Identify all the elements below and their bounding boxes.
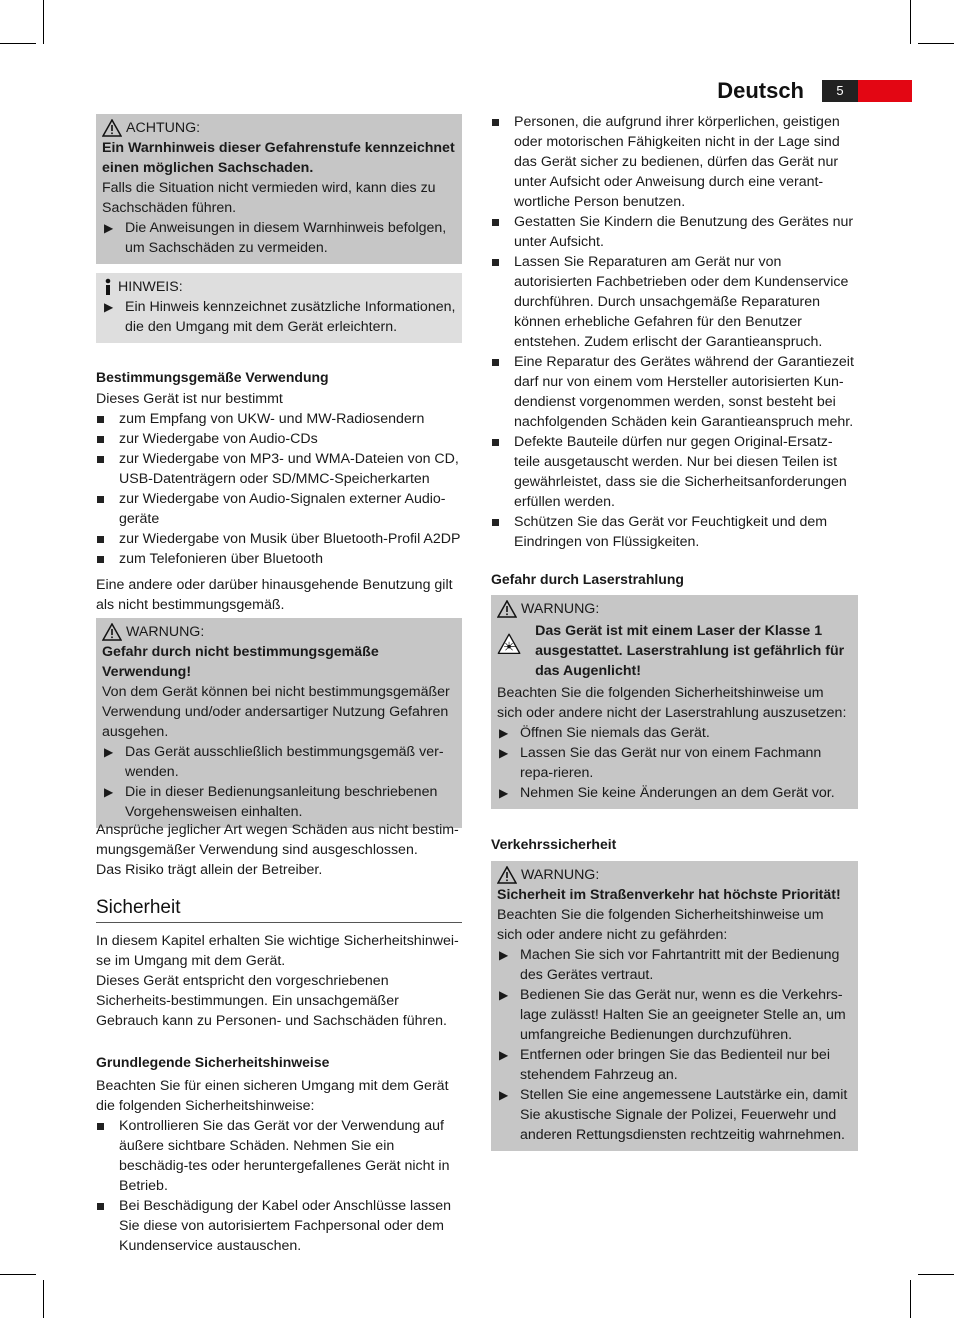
sicherheit-heading: Sicherheit [96, 898, 462, 923]
laser-warning-header [497, 599, 852, 619]
page-number: 5 [822, 80, 858, 102]
verkehr-step: ▶ Entfernen oder bringen Sie das Bedienteil nur bei stehendem Fahrzeug an. [497, 1045, 852, 1085]
verwendung-section [96, 367, 462, 615]
achtung-text: Falls die Situation nicht vermieden wird, kann dies zu Sachschäden führen. [102, 180, 436, 216]
crop-mark [0, 1274, 36, 1275]
list-item: Bei Beschädigung der Kabel oder Anschlüsse lassen Sie diese von autorisiertem Fachpersonal oder dem Kundenservice austauschen. [96, 1196, 462, 1256]
list-item: zur Wiedergabe von Audio-CDs [96, 429, 462, 449]
grundlegende-intro: Beachten Sie für einen sicheren Umgang mit dem Gerät die folgenden Sicherheitshinweise: [96, 1078, 449, 1114]
laser-text: Beachten Sie die folgenden Sicherheitshinweise um sich oder andere nicht der Laserstrahlung auszusetzen: [497, 685, 847, 721]
crop-mark [918, 43, 954, 44]
brand-accent-bar [858, 80, 912, 102]
laser-step: ▶ Lassen Sie das Gerät nur von einem Fachmann repa-rieren. [497, 743, 852, 783]
verkehr-step: ▶ Bedienen Sie das Gerät nur, wenn es die Verkehrs-lage zulässt! Halten Sie an geeigneter Stelle an, um umfangreiche Bedienungen durchzuführen. [497, 985, 852, 1045]
achtung-label: ACHTUNG: [126, 120, 201, 136]
laser-hazard-icon [497, 619, 521, 669]
achtung-lead: Ein Warnhinweis dieser Gefahrenstufe kennzeichnet einen möglichen Sachschaden. [102, 140, 455, 176]
warnung-step: ▶ Das Gerät ausschließlich bestimmungsgemäß ver-wenden. [102, 742, 456, 782]
laser-warning-label: WARNUNG: [521, 601, 600, 617]
verkehr-warning-header [497, 865, 852, 885]
verkehr-warning-label: WARNUNG: [521, 867, 600, 883]
verkehr-text: Beachten Sie die folgenden Sicherheitshinweise um sich oder andere nicht zu gefährden: [497, 907, 824, 943]
hinweis-box [96, 273, 462, 343]
sicherheit-section [96, 898, 462, 1031]
laser-lead-row [497, 619, 852, 681]
warnung-text: Von dem Gerät können bei nicht bestimmungsgemäßer Verwendung und/oder andersartiger Nutzung Gefahren ausgehen. [102, 684, 450, 740]
info-icon [102, 278, 114, 296]
claims-text: Ansprüche jeglicher Art wegen Schäden aus nicht bestim-mungsgemäßer Verwendung sind ausgeschlossen. [96, 822, 459, 858]
warnung-verwendung-box [96, 618, 462, 828]
list-item: Kontrollieren Sie das Gerät vor der Verwendung auf äußere sichtbare Schäden. Nehmen Sie ein beschädig-tes oder heruntergefallenes Gerät nicht in Betrieb. [96, 1116, 462, 1196]
crop-mark [43, 0, 44, 44]
grundlegende-section [96, 1052, 462, 1256]
crop-mark [910, 1280, 911, 1318]
achtung-header [102, 118, 456, 138]
sicherheit-p2: Dieses Gerät entspricht den vorgeschriebenen Sicherheits-bestimmungen. Ein unsachgemäßer Gebrauch kann zu Personen- und Sachschäden führen. [96, 973, 447, 1029]
grundlegende-heading: Grundlegende Sicherheitshinweise [96, 1054, 330, 1070]
warning-triangle-icon [497, 600, 517, 618]
crop-mark [0, 43, 36, 44]
verwendung-intro: Dieses Gerät ist nur bestimmt [96, 391, 283, 407]
warning-triangle-icon [102, 623, 122, 641]
laser-lead: Das Gerät ist mit einem Laser der Klasse 1 ausgestattet. Laserstrahlung ist gefährlich für das Augenlicht! [535, 623, 845, 679]
hinweis-header [102, 277, 456, 297]
list-item: Eine Reparatur des Gerätes während der Garantiezeit darf nur von einem vom Hersteller autorisierten Kun-dendienst vorgenommen werden, sonst besteht bei nachfolgenden Schäden kein Garantieanspruch mehr. [491, 352, 858, 432]
warning-triangle-icon [102, 119, 122, 137]
laser-warning-box [491, 595, 858, 809]
warnung-label: WARNUNG: [126, 624, 205, 640]
verkehr-heading: Verkehrssicherheit [491, 836, 617, 852]
list-item: zur Wiedergabe von MP3- und WMA-Dateien von CD, USB-Datenträgern oder SD/MMC-Speicherkarten [96, 449, 462, 489]
claims-section [96, 820, 462, 880]
crop-mark [918, 1274, 954, 1275]
warnung-header [102, 622, 456, 642]
list-item: Lassen Sie Reparaturen am Gerät nur von autorisierten Fachbetrieben oder dem Kundenservice durchführen. Durch unsachgemäße Reparaturen können erhebliche Gefahren für den Benutzer entstehen. Zudem erlischt der Garantieanspruch. [491, 252, 858, 352]
verwendung-outro: Eine andere oder darüber hinausgehende Benutzung gilt als nicht bestimmungsgemäß. [96, 577, 453, 613]
warnung-step: ▶ Die in dieser Bedienungsanleitung beschriebenen Vorgehensweisen einhalten. [102, 782, 456, 822]
crop-mark [910, 0, 911, 44]
list-item: zur Wiedergabe von Musik über Bluetooth-Profil A2DP [96, 529, 462, 549]
laser-heading: Gefahr durch Laserstrahlung [491, 571, 684, 587]
warning-triangle-icon [497, 866, 517, 884]
sicherheit-p1: In diesem Kapitel erhalten Sie wichtige Sicherheitshinwei-se im Umgang mit dem Gerät. [96, 933, 459, 969]
laser-step: ▶ Öffnen Sie niemals das Gerät. [497, 723, 852, 743]
list-item: Gestatten Sie Kindern die Benutzung des Gerätes nur unter Aufsicht. [491, 212, 858, 252]
page-title: Deutsch [717, 78, 804, 103]
verkehr-step: ▶ Stellen Sie eine angemessene Lautstärke ein, damit Sie akustische Signale der Polizei, Feuerwehr und anderen Rettungsdiensten rechtzeitig wahrnehmen. [497, 1085, 852, 1145]
list-item: zum Empfang von UKW- und MW-Radiosendern [96, 409, 462, 429]
list-item: zur Wiedergabe von Audio-Signalen externer Audio-geräte [96, 489, 462, 529]
hinweis-label: HINWEIS: [118, 279, 183, 295]
list-item: Personen, die aufgrund ihrer körperlichen, geistigen oder motorischen Fähigkeiten nicht in der Lage sind das Gerät sicher zu bedienen, dürfen das Gerät nur unter Aufsicht oder Anweisung durch eine verant-wortliche Person benutzen. [491, 112, 858, 212]
list-item: Schützen Sie das Gerät vor Feuchtigkeit und dem Eindringen von Flüssigkeiten. [491, 512, 858, 552]
crop-mark [43, 1280, 44, 1318]
verkehr-warning-box [491, 861, 858, 1151]
laser-step: ▶ Nehmen Sie keine Änderungen an dem Gerät vor. [497, 783, 852, 803]
achtung-step: ▶ Die Anweisungen in diesem Warnhinweis befolgen, um Sachschäden zu vermeiden. [102, 218, 456, 258]
hinweis-step: ▶ Ein Hinweis kennzeichnet zusätzliche Informationen, die den Umgang mit dem Gerät erleichtern. [102, 297, 456, 337]
safety-list [491, 112, 858, 552]
risk-text: Das Risiko trägt allein der Betreiber. [96, 862, 323, 878]
warnung-lead: Gefahr durch nicht bestimmungsgemäße Verwendung! [102, 644, 379, 680]
list-item: zum Telefonieren über Bluetooth [96, 549, 462, 569]
verkehr-lead: Sicherheit im Straßenverkehr hat höchste Priorität! [497, 887, 841, 903]
verkehr-step: ▶ Machen Sie sich vor Fahrtantritt mit der Bedienung des Gerätes vertraut. [497, 945, 852, 985]
achtung-box [96, 114, 462, 264]
list-item: Defekte Bauteile dürfen nur gegen Original-Ersatz-teile ausgetauscht werden. Nur bei diesen Teilen ist gewährleistet, dass sie die Sicherheitsanforderungen erfüllen werden. [491, 432, 858, 512]
verwendung-heading: Bestimmungsgemäße Verwendung [96, 369, 329, 385]
